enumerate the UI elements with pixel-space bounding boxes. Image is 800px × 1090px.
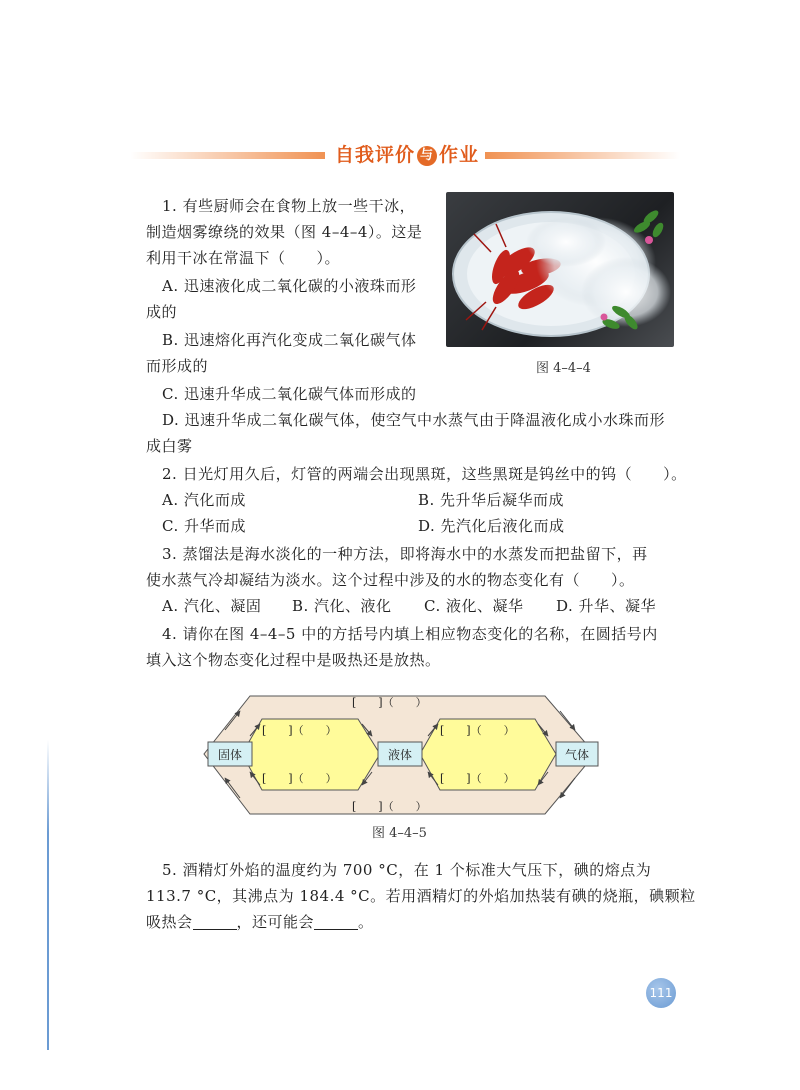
q1-option-a-1: A. 迅速液化成二氧化碳的小液珠而形 <box>162 277 417 295</box>
slot-right-top: [ ]（ ） <box>440 724 515 737</box>
section-header <box>130 138 680 174</box>
q2-option-b: B. 先升华后凝华而成 <box>418 491 565 509</box>
q5-line-3-part-c: 。 <box>358 913 374 931</box>
q5-answer-blank-1[interactable] <box>193 915 237 930</box>
section-title <box>332 140 482 167</box>
page-number-badge: 111 <box>646 978 676 1008</box>
q1-line-3: 利用干冰在常温下（ ）。 <box>146 249 341 267</box>
q1-option-b-2: 而形成的 <box>146 357 209 375</box>
q1-line-1: 1. 有些厨师会在食物上放一些干冰， <box>162 197 416 215</box>
title-part-2: 作业 <box>439 144 480 166</box>
header-bar-right <box>485 152 680 159</box>
slot-bottom: [ ]（ ） <box>352 800 427 813</box>
q5-answer-blank-2[interactable] <box>314 915 358 930</box>
q5-line-3-part-b: ，还可能会 <box>236 913 315 931</box>
figure-4-4-5-caption: 图 4–4–5 <box>372 826 427 841</box>
q1-option-d-2: 成白雾 <box>146 437 193 455</box>
title-joiner-icon: 与 <box>417 146 437 166</box>
slot-right-bottom: [ ]（ ） <box>440 772 515 785</box>
q4-line-2: 填入这个物态变化过程中是吸热还是放热。 <box>146 651 441 669</box>
header-bar-left <box>130 152 325 159</box>
q3-option-a: A. 汽化、凝固 <box>162 597 262 615</box>
solid-box <box>208 742 252 766</box>
q1-line-2: 制造烟雾缭绕的效果（图 4–4–4）。这是 <box>146 223 423 241</box>
q1-option-d-1: D. 迅速升华成二氧化碳气体，使空气中水蒸气由于降温液化成小水珠而形 <box>162 411 666 429</box>
q3-option-b: B. 汽化、液化 <box>292 597 392 615</box>
liquid-box <box>378 742 422 766</box>
figure-4-4-4-caption: 图 4–4–4 <box>536 361 591 376</box>
q5-line-1: 5. 酒精灯外焰的温度约为 700 °C，在 1 个标准大气压下，碘的熔点为 <box>162 861 652 879</box>
q5-line-3 <box>146 910 374 935</box>
q3-option-d: D. 升华、凝华 <box>556 597 657 615</box>
gas-box <box>556 742 598 766</box>
phase-change-diagram <box>200 692 600 818</box>
q2-option-c: C. 升华而成 <box>162 517 246 535</box>
dry-ice-crayfish-photo <box>446 192 674 347</box>
q3-line-2: 使水蒸气冷却凝结为淡水。这个过程中涉及的水的物态变化有（ ）。 <box>146 571 635 589</box>
slot-left-bottom: [ ]（ ） <box>262 772 337 785</box>
q3-option-c: C. 液化、凝华 <box>424 597 524 615</box>
q5-line-2: 113.7 °C，其沸点为 184.4 °C。若用酒精灯的外焰加热装有碘的烧瓶，碘颗粒 <box>146 887 696 905</box>
q3-line-1: 3. 蒸馏法是海水淡化的一种方法，即将海水中的水蒸发而把盐留下，再 <box>162 545 648 563</box>
title-part-1: 自我评价 <box>334 144 415 166</box>
q2-option-d: D. 先汽化后液化而成 <box>418 517 565 535</box>
q2-stem: 2. 日光灯用久后，灯管的两端会出现黑斑，这些黑斑是钨丝中的钨（ ）。 <box>162 465 687 483</box>
q1-option-b-1: B. 迅速熔化再汽化变成二氧化碳气体 <box>162 331 417 349</box>
q1-option-c: C. 迅速升华成二氧化碳气体而形成的 <box>162 385 417 403</box>
page-edge-decoration <box>47 740 49 1050</box>
q1-option-a-2: 成的 <box>146 303 178 321</box>
gas-label: 气体 <box>564 748 590 762</box>
q4-line-1: 4. 请你在图 4–4–5 中的方括号内填上相应物态变化的名称，在圆括号内 <box>162 625 658 643</box>
slot-left-top: [ ]（ ） <box>262 724 337 737</box>
liquid-label: 液体 <box>387 748 413 762</box>
solid-label: 固体 <box>217 748 243 762</box>
q2-option-a: A. 汽化而成 <box>162 491 246 509</box>
slot-top: [ ]（ ） <box>352 696 427 709</box>
q5-line-3-part-a: 吸热会 <box>146 913 193 931</box>
